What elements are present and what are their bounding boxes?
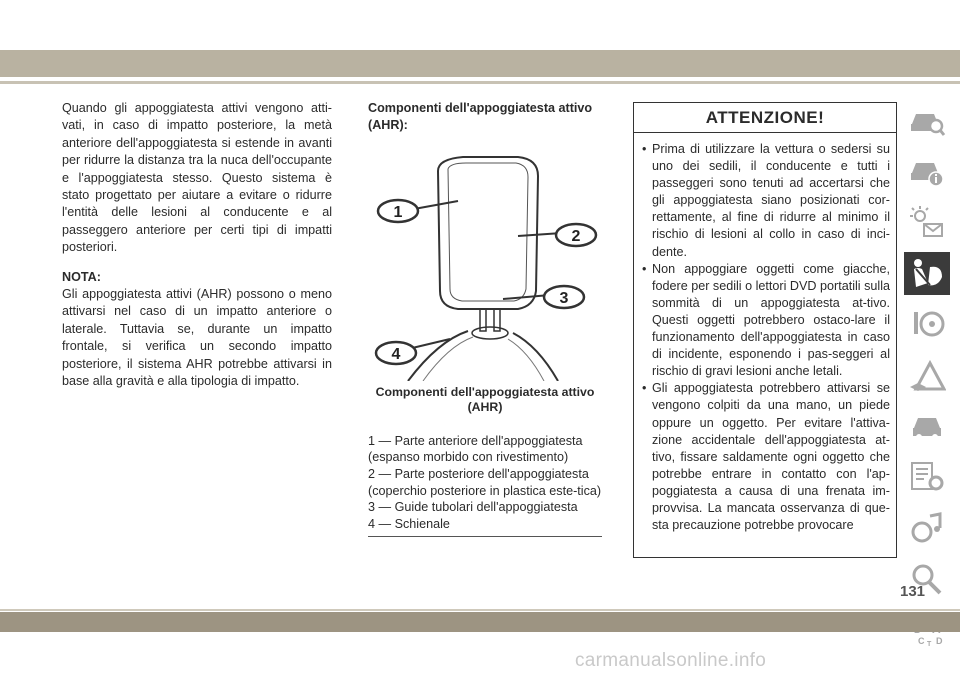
chapter-sidebar [902, 97, 950, 658]
legend-rule [368, 536, 602, 537]
index-letter: D [936, 636, 943, 646]
header-band [0, 50, 960, 77]
components-heading: Componenti dell'appoggiatesta attivo (AHR): [368, 101, 593, 133]
figure-legend [368, 433, 602, 533]
warning-box [633, 102, 897, 558]
steering-key-icon [908, 306, 946, 342]
legend-item: 1 — Parte anteriore dell'appoggiatesta (espanso morbido con rivestimento) [368, 433, 583, 465]
callout-2-label: 2 [571, 227, 581, 245]
header-rule [0, 81, 960, 84]
specs-gear-icon [908, 459, 946, 495]
tab-specs[interactable] [902, 454, 952, 501]
note-label: NOTA: [62, 269, 101, 284]
callout-4-label: 4 [391, 345, 401, 363]
guide-collar [472, 327, 508, 339]
headrest-figure [368, 141, 602, 381]
safety-airbag-icon [908, 255, 946, 291]
callout-1-label: 1 [393, 203, 403, 221]
car-info-icon [908, 153, 946, 189]
tab-multimedia[interactable] [902, 505, 952, 552]
warning-item [642, 141, 890, 261]
headrest-outline [438, 157, 538, 309]
tab-steering[interactable] [902, 301, 952, 348]
headrest-inner [448, 163, 528, 301]
bullet: • [642, 381, 647, 396]
page-number: 131 [900, 583, 926, 600]
multimedia-icon [908, 510, 946, 546]
car-magnifier-icon [908, 102, 946, 138]
middle-column [368, 100, 602, 537]
headrest-diagram [368, 141, 602, 381]
footer-rule [0, 609, 960, 611]
index-letter: T [927, 641, 932, 648]
intro-paragraph: Quando gli appoggiatesta attivi vengono atti-vati, in caso di impatto posteriore, la metà anteriore dell'appoggiatesta si estende in avanti per ridurre la distanza tra la nuca dell'occupante e l'appoggiatesta stesso. Questo sistema è stato progettato per aiutare a evitare o ridurre l'entità delle lesioni al conducente e al passeggero anteriore per certi tipi di impatti posteriori. [62, 101, 332, 255]
seatback-inner [423, 337, 544, 381]
tab-car-info[interactable] [902, 148, 952, 195]
warning-lights-icon [908, 204, 946, 240]
warning-title: ATTENZIONE! [634, 103, 896, 133]
warning-body [634, 133, 896, 534]
leader-line-1 [414, 201, 458, 209]
callout-3-label: 3 [559, 289, 569, 307]
legend-item: 3 — Guide tubolari dell'appoggiatesta [368, 500, 578, 515]
tab-car-magnifier[interactable] [902, 97, 952, 144]
left-column [62, 100, 332, 403]
warning-item [642, 380, 890, 534]
warning-item-text: Non appoggiare oggetti come giacche, fodere per sedili o lettori DVD portatili sulla sommità di un appoggiatesta at-tivo. Questi oggetti potrebbero ostaco-lare il funzionamento dell'appoggiatesta in caso di incidente, esponendo i pas-seggeri al rischio di gravi lesioni anche letali. [652, 261, 890, 379]
warning-item-text: Prima di utilizzare la vettura o sedersi su uno dei sedili, il conducente e tutti i passeggeri sono tenuti ad accertarsi che gli appoggiatesta siano posizionati cor-rettamente, al fine di ridurre al minimo il rischio di lesioni al collo in caso di inci-dente. [652, 142, 890, 259]
roadside-warning-icon [908, 357, 946, 393]
tab-warning-lights[interactable] [902, 199, 952, 246]
footer-band [0, 612, 960, 632]
car-service-icon [908, 408, 946, 444]
tab-roadside[interactable] [902, 352, 952, 399]
legend-item: 4 — Schienale [368, 516, 450, 531]
bullet: • [642, 142, 647, 156]
watermark: carmanualsonline.info [575, 650, 767, 671]
warning-item [642, 261, 890, 381]
tab-safety[interactable] [902, 250, 952, 297]
bullet: • [642, 261, 647, 276]
warning-item-text: Gli appoggiatesta potrebbero attivarsi se vengono colpiti da una mano, un piede oppure un oggetto. Per evitare l'attiva-zione accidentale dell'appoggiatesta at-tivo, fissare saldamente ogni oggetto che potrebbe entrare in contatto con l'ap-poggiatesta a causa di una frenata im-provvisa. La mancata osservanza di que-sta precauzione potrebbe provocare [652, 381, 890, 533]
legend-item: 2 — Parte posteriore dell'appoggiatesta (coperchio posteriore in plastica este-tica) [368, 467, 602, 498]
note-text: Gli appoggiatesta attivi (AHR) possono o meno attivarsi nel caso di un impatto anteriore o laterale. Tuttavia se, durante un impatto frontale, si verifica un secondo impatto posteriore, il sistema AHR potrebbe attivarsi in base alla gravità e alla tipologia di impatto. [62, 287, 332, 389]
tab-car-service[interactable] [902, 403, 952, 450]
index-letter: C [918, 636, 925, 646]
figure-caption: Componenti dell'appoggiatesta attivo (AHR) [375, 384, 595, 414]
